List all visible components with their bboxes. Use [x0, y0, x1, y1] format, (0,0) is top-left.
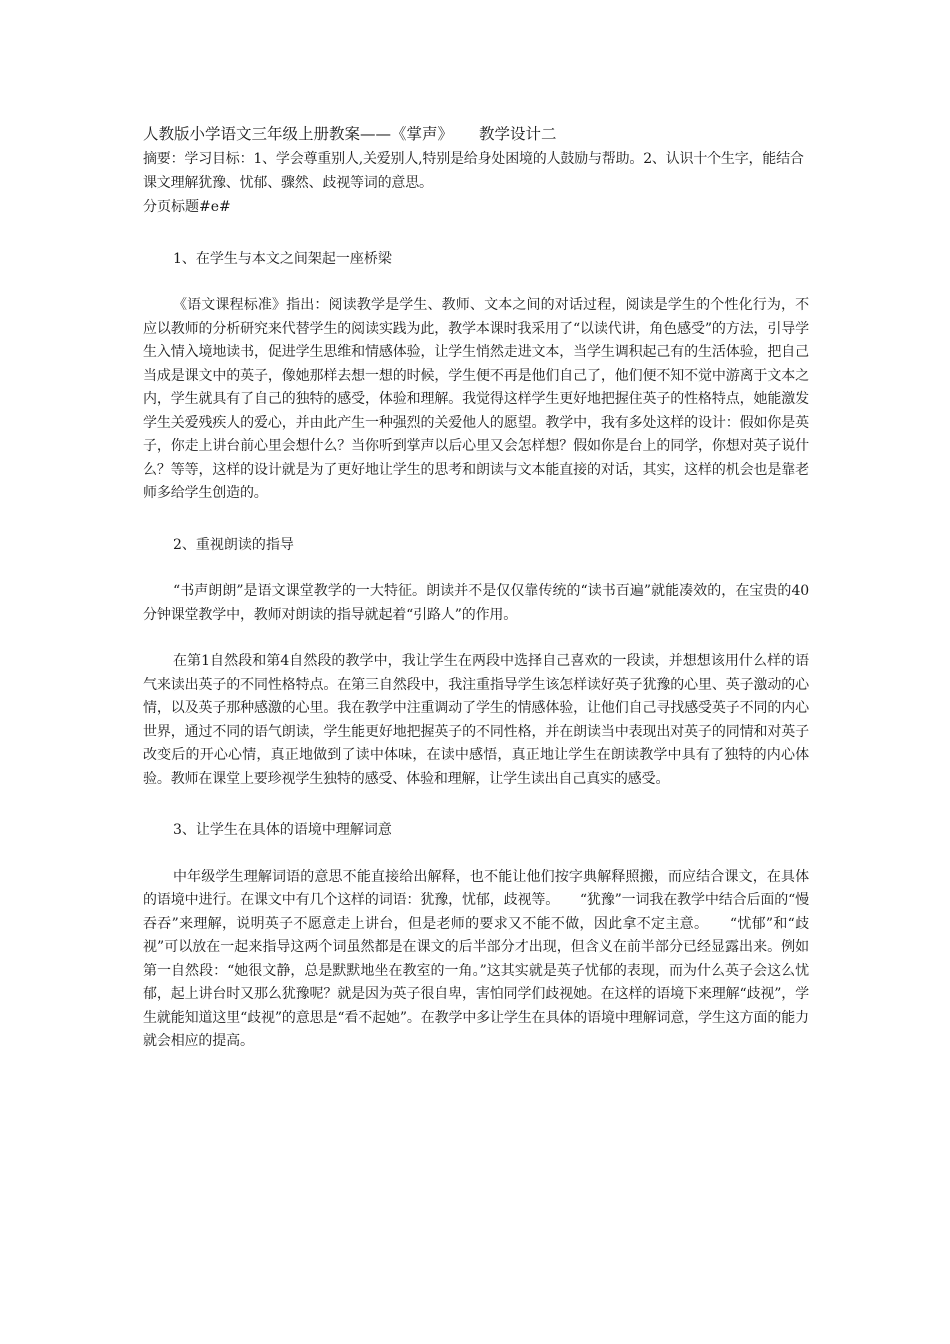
page-tag: 分页标题#e#: [143, 199, 231, 215]
section-heading-1: 1、在学生与本文之间架起一座桥梁: [173, 250, 392, 267]
title-main: 人教版小学语文三年级上册教案——《掌声》: [143, 125, 454, 143]
document-page: [143, 122, 809, 1054]
section-3-paragraph-1: 中年级学生理解词语的意思不能直接给出解释，也不能让他们按字典解释照搬，而应结合课文，在具体的语境中进行。在课文中有几个这样的词语：犹豫，忧郁，歧视等。 “犹豫”一词我在教学中结合后面的“慢吞吞”来理解，说明英子不愿意走上讲台，但是老师的要求又不能不做，因此拿不定主意。 “忧郁”和“歧视”可以放在一起来指导这两个词虽然都是在课文的后半部分才出现，但含义在前半部分已经显露出来。例如第一自然段：“她很文静，总是默默地坐在教室的一角。”这其实就是英子忧郁的表现，而为什么英子会这么忧郁，起上讲台时又那么犹豫呢？就是因为英子很自卑，害怕同学们歧视她。在这样的语境下来理解“歧视”，学生就能知道这里“歧视”的意思是“看不起她”。在教学中多让学生在具体的语境中理解词意，学生这方面的能力就会相应的提高。: [143, 868, 809, 1049]
section-heading-3: 3、让学生在具体的语境中理解词意: [173, 822, 392, 838]
abstract: 摘要：学习目标：1、学会尊重别人,关爱别人,特别是给身处困境的人鼓励与帮助。2、认识十个生字，能结合课文理解犹豫、忧郁、骤然、歧视等词的意思。: [143, 151, 804, 191]
section-2-paragraph-1: “书声朗朗”是语文课堂教学的一大特征。朗读并不是仅仅靠传统的“读书百遍”就能凑效的，在宝贵的40分钟课堂教学中，教师对朗读的指导就起着“引路人”的作用。: [143, 583, 809, 623]
section-1-paragraph-1: 《语文课程标准》指出：阅读教学是学生、教师、文本之间的对话过程，阅读是学生的个性化行为，不应以教师的分析研究来代替学生的阅读实践为此，教学本课时我采用了“以读代讲，角色感受”的方法，引导学生入情入境地读书，促进学生思维和情感体验，让学生悄然走进文本，当学生调积起己有的生活体验，把自己当成是课文中的英子，像她那样去想一想的时候，学生便不再是他们自己了，他们便不知不觉中游离于文本之内，学生就具有了自己的独特的感受，体验和理解。我觉得这样学生更好地把握住英子的性格特点，她能激发学生关爱残疾人的爱心，并由此产生一种强烈的关爱他人的愿望。教学中，我有多处这样的设计：假如你是英子，你走上讲台前心里会想什么？当你听到掌声以后心里又会怎样想？假如你是台上的同学，你想对英子说什么？等等，这样的设计就是为了更好地让学生的思考和朗读与文本能直接的对话，其实，这样的机会也是靠老师多给学生创造的。: [143, 297, 809, 501]
document-title: [143, 122, 809, 146]
title-sub: 教学设计二: [479, 125, 557, 143]
section-heading-2: 2、重视朗读的指导: [173, 536, 294, 553]
section-2-paragraph-2: 在第1自然段和第4自然段的教学中，我让学生在两段中选择自己喜欢的一段读，并想想该用什么样的语气来读出英子的不同性格特点。在第三自然段中，我注重指导学生该怎样读好英子犹豫的心里、英子激动的心情，以及英子那种感激的心里。我在教学中注重调动了学生的情感体验，让他们自己寻找感受英子不同的内心世界，通过不同的语气朗读，学生能更好地把握英子的不同性格，并在朗读当中表现出对英子的同情和对英子改变后的开心心情，真正地做到了读中体味，在读中感悟，真正地让学生在朗读教学中具有了独特的内心体验。教师在课堂上要珍视学生独特的感受、体验和理解，让学生读出自己真实的感受。: [143, 653, 809, 787]
